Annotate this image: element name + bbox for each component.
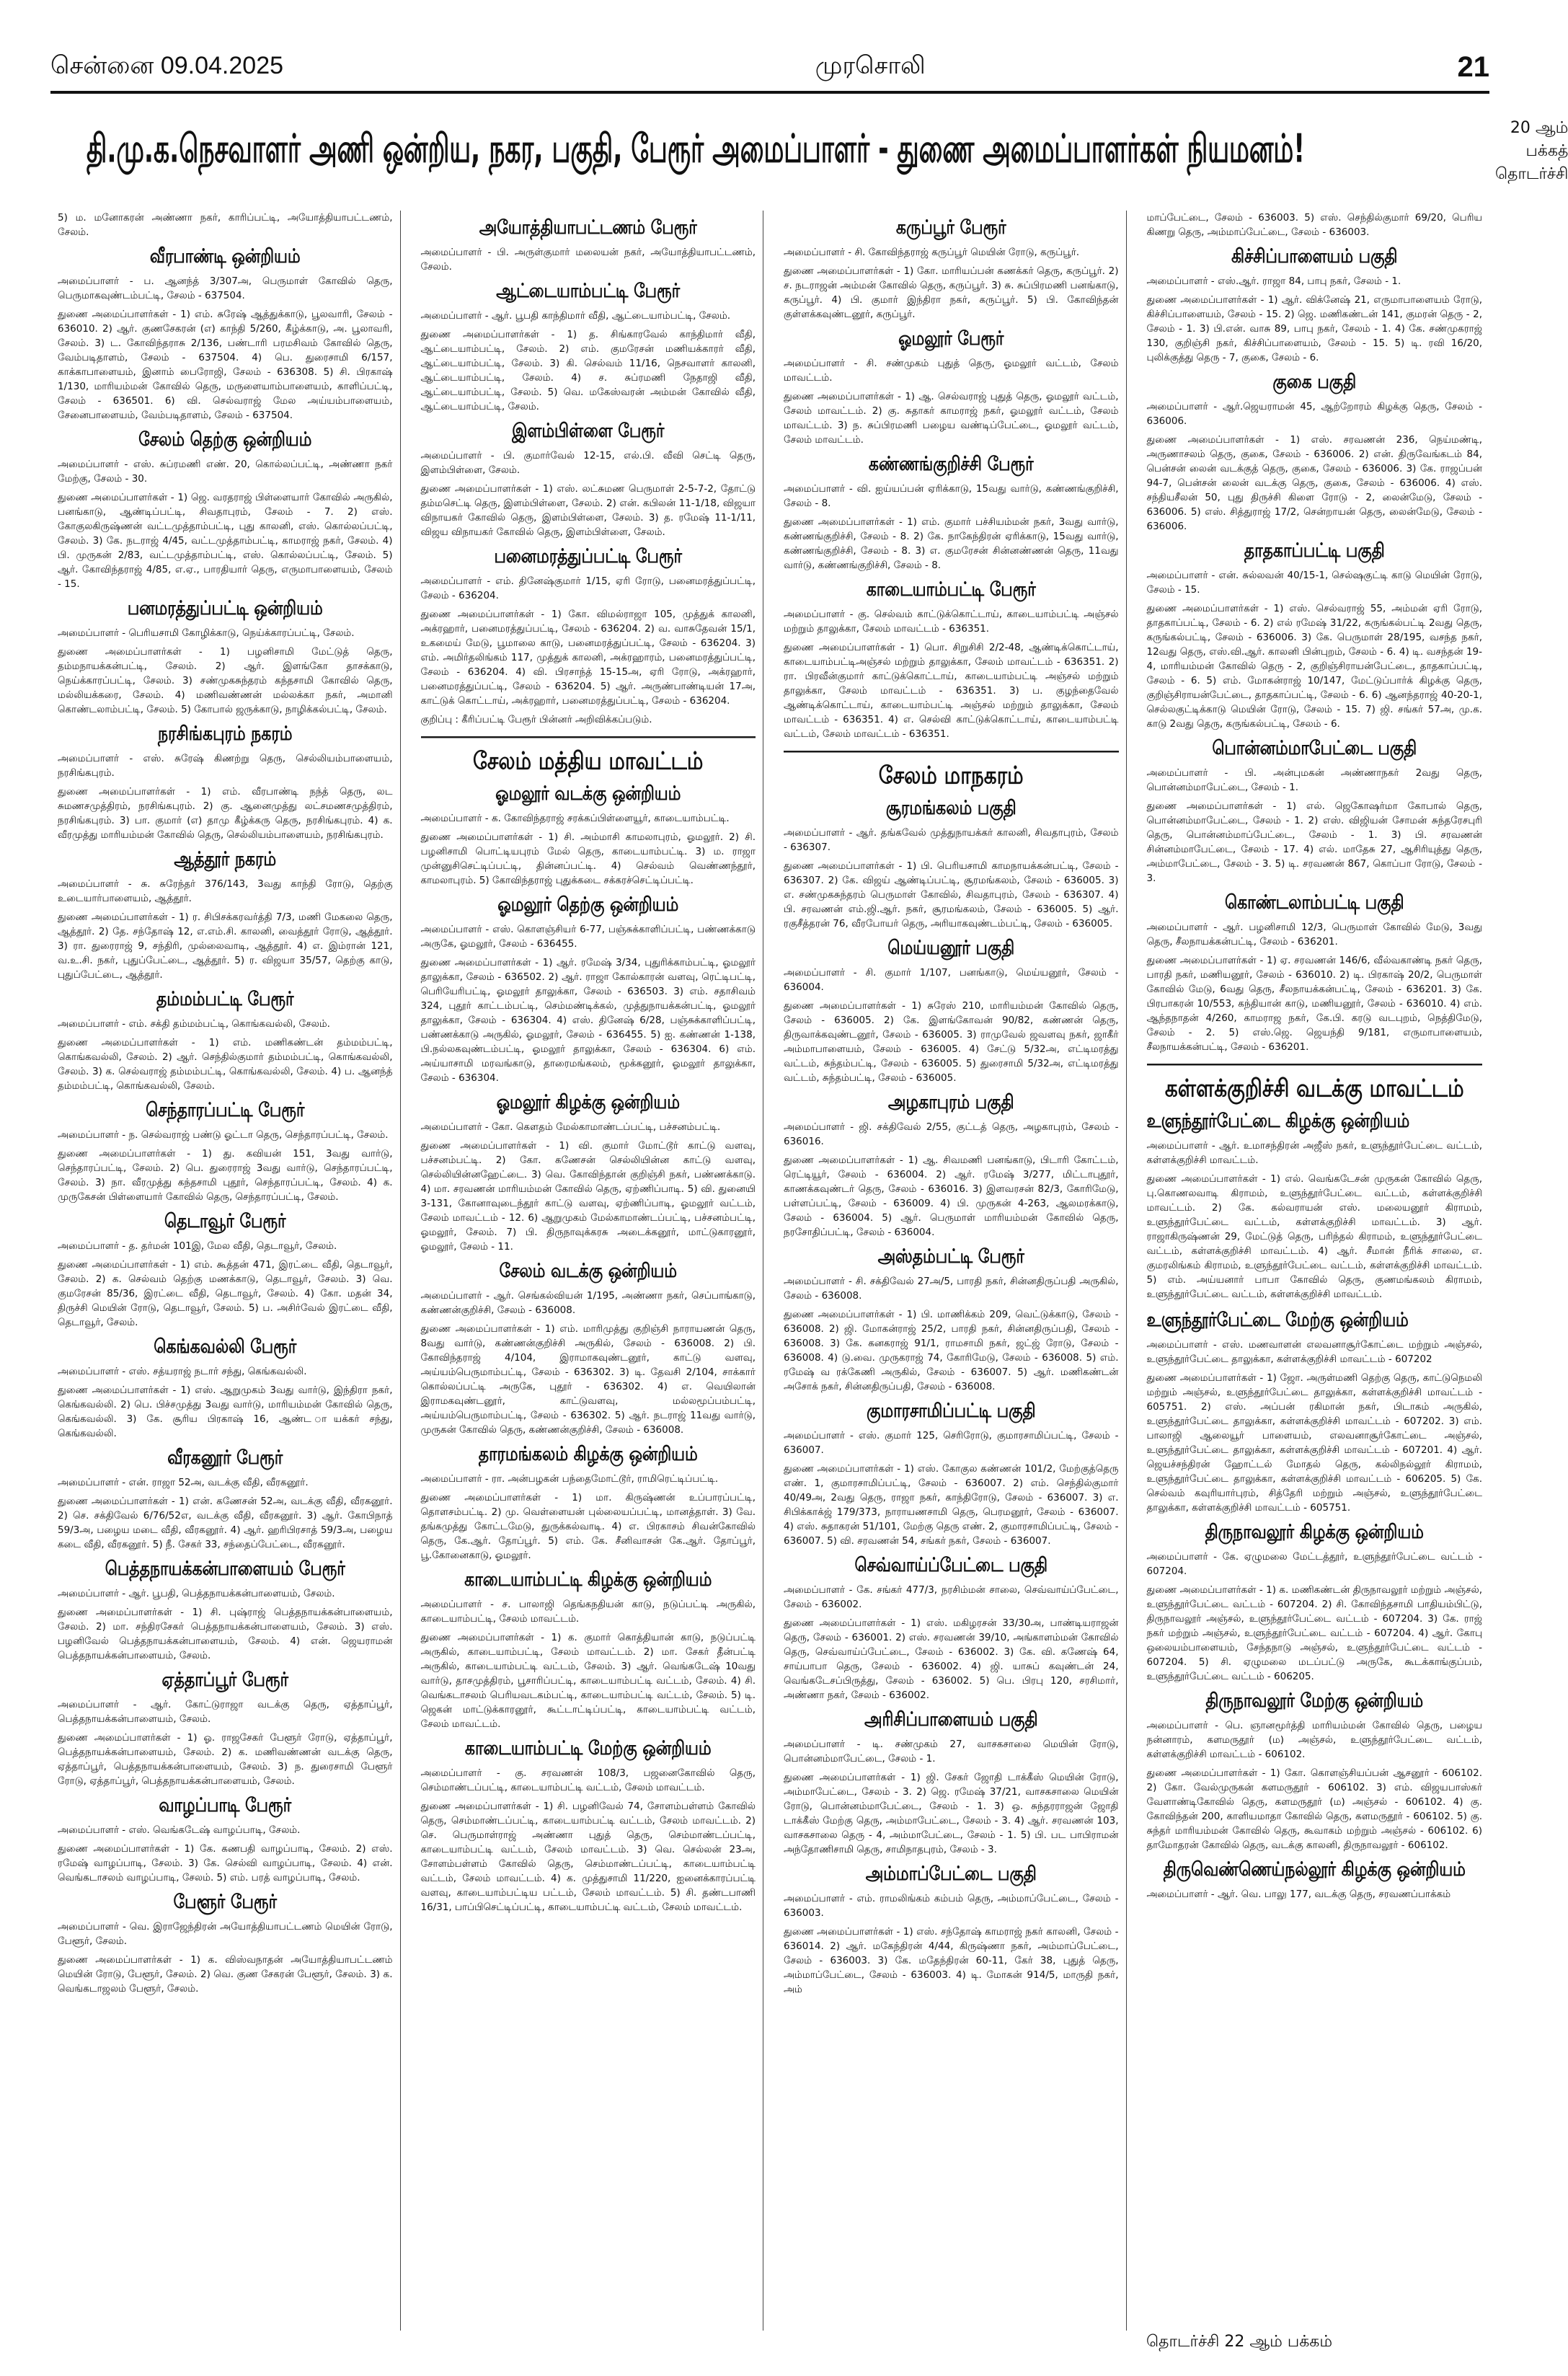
appointment-entry: அமைப்பாளர் - சி. சக்திவேல் 27அ/5, பாரதி நகர், சின்னதிருப்பதி அருகில், சேலம் - 636008. [784,1276,1119,1302]
section-heading: ஆட்டையாம்பட்டி பேரூர் [496,281,681,303]
column-1 [50,211,401,2331]
appointment-entry: அமைப்பாளர் - சி. கோவிந்தராஜ் கருப்பூர் மெயின் ரோடு, கருப்பூர். [784,247,1080,258]
appointment-entry: துணை அமைப்பாளர்கள் - 1) சுரேஸ் 210, மாரியம்மன் கோவில் தெரு, சேலம் - 636005. 2) கே. இளங்கோவன் 90/82, கண்ணன் தெரு, திருவாக்கவுண்டனூர், சேலம் - 636005. 3) ராமுவேல் ஜவளவு நகர், ஜாகீர் அம்மாபாளையம், சேலம் - 636005. 4) சேட்டு 5/32அ, எட்டிமரத்து வட்டம், சுந்தம்பட்டி, சேலம் - 636005. 5) துரைசாமி 5/32அ, எட்டிமரத்து வட்டம், சுந்தம்பட்டி, சேலம் - 636005. [784,1000,1119,1084]
appointment-entry: துணை அமைப்பாளர்கள் - 1) வி. குமார் மோட்டூர் காட்டு வளவு, பச்சனம்பட்டி. 2) கோ. கணேசன் செல்லியின்ன காட்டு வளவு, செல்லியின்னஹேட்டை. 3) வெ. கோவிந்தான் குறிஞ்சி நகர், பண்ணக்காடு. 4) மா. சரவணன் மாரியம்மன் கோவில் தெரு, ஏற்ணிப்பாடி. 5) வி. துனையி 3-131, கோனாவுடைந்தூர் காட்டு வளவு, ஏற்ணிப்பாடி, ஓமலூர் வட்டம், சேலம் மாவட்டம் - 12. 6) ஆறுமுகம் மேல்காமாண்டப்பட்டி, பச்சனம்பட்டி, ஓமலூர், சேலம். 7) பி. திருநாவுக்கரசு அடைக்கனூர், மாட்டுகாரனூர், ஓமலூர், சேலம் - 11. [420,1140,756,1253]
appointment-entry: துணை அமைப்பாளர்கள் - 1) எல். வெங்கடேசன் முருகன் கோவில் தெரு, பு.கொணலவாடி கிராமம், உளுந்தூர்பேட்டை வட்டம், கள்ளக்குறிச்சி மாவட்டம். 2) கே. கல்வராயன் எஸ். மலையனூர் கிராமம், உளுந்தூர்பேட்டை வட்டம், கள்ளக்குறிச்சி மாவட்டம். 3) ஆர். ராஜாகிருஷ்ணன் 29, மேட்டுத் தெரு, பரிந்தல் கிராமம், உளுந்தூர்பேட்டை வட்டம், கள்ளக்குறிச்சி மாவட்டம். 4) ஆர். சீமான் நீரிக் சாலை, எ. குமரலிங்கம் கிராமம், உளுந்தூர்பேட்டை வட்டம், கள்ளக்குறிச்சி மாவட்டம். 5) எம். அய்யனார் பாபா கோவில் தெரு, குணமங்கலம் கிராமம், உளுந்தூர்பேட்டை வட்டம், கள்ளக்குறிச்சி மாவட்டம். [1146,1173,1482,1300]
appointment-entry: துணை அமைப்பாளர்கள் - 1) க. குமார் கொத்தியான் காடு, நடுப்பட்டி அருகில், காடையாம்பட்டி, சேலம் மாவட்டம். 2) மா. சேகர் தீன்பட்டி அருகில், காடையாம்பட்டி வட்டம், சேலம். 3) ஆர். வெங்கடேஷ் 10வது வார்டு, தாசமுத்திரம், பூசாரிப்பட்டி, காடையாம்பட்டி வட்டம், சேலம். 4) சி. வெங்கடாசலம் பெரியவடகம்பட்டி, காடையாம்பட்டி வட்டம், சேலம். 5) டி. ஜெகன் மாட்டுக்காரனூர், கூட்டாட்டிப்பட்டி, காடையாம்பட்டி வட்டம், சேலம் மாவட்டம். [420,1632,756,1730]
appointment-entry: துணை அமைப்பாளர்கள் - 1) சி. அம்மாசி காமலாபுரம், ஓமலூர். 2) சி. பழனிசாமி பொட்டியபுரம் மேல் தெரு, காடையாம்பட்டி. 3) ம. ராஜா முன்னுசிசெட்டிப்பட்டி, தின்னப்பட்டி. 4) செல்வம் வெண்ணந்தூர், காமலாபுரம். 5) கோவிந்தராஜ் புதுக்கடை சக்கரச்செட்டிப்பட்டி. [420,831,756,886]
appointment-entry: துணை அமைப்பாளர்கள் - 1) ஜோ. அருள்மணி தெற்கு தெரு, காட்டுநெமலி மற்றும் அஞ்சல், உளுந்தூர்பேட்டை தாலுக்கா, கள்ளக்குறிச்சி மாவட்டம் - 605751. 2) எஸ். அப்பன் ரகிமான் நகர், பிடாகம் அருகில், உளுந்தூர்பேட்டை தாலுக்கா, கள்ளக்குறிச்சி மாவட்டம் - 607202. 3) எம். பாலாஜி ஆலையூர் பாளையம், எலவனாசூர்கோட்டை அஞ்சல், உளுந்தூர்பேட்டை தாலுக்கா, கள்ளக்குறிச்சி மாவட்டம் - 607201. 4) ஆர். ஜெயச்சந்திரன் ஹோட்டல் மோதல் தெரு, கல்லிநல்லூர் கிராமம், உளுந்தூர்பேட்டை தாலுக்கா, கள்ளக்குறிச்சி மாவட்டம் - 606205. 5) கே. செல்வம் கவுரியார்புரம், சித்தேரி மற்றும் அஞ்சல், உளுந்தூர்பேட்டை தாலுக்கா, கள்ளக்குறிச்சி மாவட்டம் - 605751. [1146,1372,1482,1514]
section-heading: பனைமரத்துப்பட்டி பேரூர் [494,546,683,568]
section-heading: திருநாவலூர் கிழக்கு ஒன்றியம் [1205,1522,1424,1544]
appointment-entry: துணை அமைப்பாளர்கள் - 1) எஸ். ஆறுமுகம் 3வது வார்டு, இந்திரா நகர், கெங்கவல்லி. 2) பெ. பிச்சமுத்து 3வது வார்டு, மாரியம்மன் கோவில் தெரு, கெங்கவல்லி. 3) கே. சூரிய பிரகாஷ் 16, ஆண்ட ாயக்கர் சந்து, கெங்கவல்லி. [58,1384,393,1439]
section-heading: நரசிங்கபுரம் நகரம் [158,723,293,746]
appointment-entry: அமைப்பாளர் - எஸ். சுப்ரமணி எண். 20, கொல்லப்பட்டி, அண்ணா நகர் மேற்கு, சேலம் - 30. [58,459,393,485]
appointment-entry: துணை அமைப்பாளர்கள் - 1) எஸ். கோகுல கண்ணன் 101/2, மேற்குத்தெரு எண். 1, குமாரசாமிப்பட்டி, சேலம் - 636007. 2) எம். செந்தில்குமார் 40/49அ, 2வது தெரு, ராஜா நகர், காந்திரோடு, சேலம் - 636007. 3) எ. சிபிக்காக்ஜ் 179/373, நாராயணசாமி தெரு, பெரமனூர், சேலம் - 636007. 4) எஸ். சுதாகரன் 51/101, மேற்கு தெரு எண். 2, குமாரசாமிப்பட்டி, சேலம் - 636007. 5) வி. சரவணன் 54, சங்கர் நகர், சேலம் - 636007. [784,1463,1119,1547]
section-heading: கொண்டலாம்பட்டி பகுதி [1224,892,1404,914]
appointment-entry: அமைப்பாளர் - ச. பாலாஜி தெங்கநதியன் காடு, நடுப்பட்டி அருகில், காடையாம்பட்டி, சேலம் மாவட்டம். [420,1599,756,1625]
appointment-entry: அமைப்பாளர் - டி. சண்முகம் 27, வாசகசாலை மெயின் ரோடு, பொன்னம்மாபேட்டை, சேலம் - 1. [784,1739,1119,1765]
section-heading: பெத்தநாயக்கன்பாளையம் பேரூர் [105,1558,345,1581]
section-heading: செந்தாரப்பட்டி பேரூர் [146,1100,305,1122]
section-heading: செவ்வாய்ப்பேட்டை பகுதி [854,1555,1047,1577]
appointment-entry: அமைப்பாளர் - பெரியசாமி கோழிக்காடு, நெய்க்காரப்பட்டி, சேலம். [58,627,355,639]
appointment-entry: துணை அமைப்பாளர்கள் - 1) கோ. மாரியப்பன் கணக்கர் தெரு, கருப்பூர். 2) ச. நடராஜன் அம்மன் கோவில் தெரு, கருப்பூர். 3) சு. சுப்பிரமணி பனங்காடு, கருப்பூர். 4) பி. குமார் இந்திரா நகர், கருப்பூர். 5) பி. கோவிந்தன் குள்ளக்கவுண்டனூர், கருப்பூர். [784,265,1119,320]
district-heading: சேலம் மாநகரம் [784,751,1119,793]
headline-row [87,108,1568,195]
section-heading: கெங்கவல்லி பேரூர் [154,1336,297,1359]
appointment-entry: அமைப்பாளர் - எஸ். வெங்கடேஷ் வாழப்பாடி, சேலம். [58,1824,301,1836]
section-heading: அயோத்தியாபட்டணம் பேரூர் [479,217,697,239]
section-heading: தம்மம்பட்டி பேரூர் [156,989,294,1011]
appointment-entry: துணை அமைப்பாளர்கள் - 1) எம். மாரிமுத்து குறிஞ்சி நாராயணன் தெரு, 8வது வார்டு, கண்ணன்குறிச்சி அருகில், சேலம் - 636008. 2) பி. கோவிந்தராஜ் 4/104, இராமாகவுண்டனூர், காட்டு வளவு, அய்யம்பெருமாம்பட்டி, சேலம் - 636302. 3) டி. தேவசி 2/104, சாக்கார் கொல்லப்பட்டி அருகே, புதூர் - 636302. 4) எ. வெயிலான் இராமகவுண்டனூர், காட்டுவளவு, மல்லமூப்பம்பட்டி, அய்யம்பெருமாம்பட்டி, சேலம் - 636302. 5) ஆர். நடராஜ் 11வது வார்டு, முருகன் கோவில் தெரு, கண்ணன்குறிச்சி, சேலம் - 636008. [420,1323,756,1436]
section-heading: குகை பகுதி [1272,371,1357,394]
appointment-entry: துணை அமைப்பாளர்கள் - 1) க. விஸ்வநாதன் அயோத்தியாபட்டணம் மெயின் ரோடு, பேளூர், சேலம். 2) வெ. குண சேகரன் பேளூர், சேலம். 3) க. வெங்கடாஜலம் பேளூர், சேலம். [58,1954,393,1995]
appointment-entry: துணை அமைப்பாளர்கள் - 1) க. மணிகண்டன் திருநாவலூர் மற்றும் அஞ்சல், உளுந்தூர்பேட்டை வட்டம் - 607204. 2) சி. கோவிந்தசாமி பாதியம்பிட்டு, திருநாவலூர் அஞ்சல், உளுந்தூர்பேட்டை வட்டம் - 607204. 3) கே. ராஜ் நகர் மற்றும் அஞ்சல், உளுந்தூர்பேட்டை வட்டம் - 607204. 4) ஆர். கோபு ஒலையம்பாளையம், சேந்தநாடு அஞ்சல், உளுந்தூர்பேட்டை வட்டம் - 607204. 5) சி. ஏழுமலை மடப்பட்டு அருகே, கூடக்காங்குப்பம், உளுந்தூர்பேட்டை வட்டம் - 606205. [1146,1584,1482,1682]
continued-to-note: தொடர்ச்சி 22 ஆம் பக்கம் [1146,2333,1333,2351]
appointment-entry: அமைப்பாளர் - ஆர். பழனிசாமி 12/3, பெருமாள் கோவில் மேடு, 3வது தெரு, சீலநாயக்கன்பட்டி, சேலம் - 636201. [1146,922,1482,948]
appointment-entry: அமைப்பாளர் - ஆர். கோட்டுராஜா வடக்கு தெரு, ஏத்தாப்பூர், பெத்தநாயக்கன்பாளையம், சேலம். [58,1699,393,1725]
section-heading: சேலம் தெற்கு ஒன்றியம் [138,429,312,451]
column-2 [414,211,764,2331]
appointment-entry: அமைப்பாளர் - எஸ். சத்யராஜ் நடார் சந்து, கெங்கவல்லி. [58,1366,307,1377]
section-heading: ஓமலூர் பேரூர் [898,328,1004,350]
appointment-entry: துணை அமைப்பாளர்கள் - 1) து. கவியன் 151, 3வது வார்டு, செந்தாரப்பட்டி, சேலம். 2) பெ. துரைராஜ் 3வது வார்டு, செந்தாரப்பட்டி, சேலம். 3) நா. வீரமுத்து கந்தசாமி புதூர், செந்தாரப்பட்டி, சேலம். 4) க. முருகேசன் பிள்ளையார் கோவில் தெரு, செந்தாரப்பட்டி, சேலம். [58,1148,393,1203]
appointment-entry: துணை அமைப்பாளர்கள் - 1) எஸ். சரவணன் 236, நெய்மண்டி, அருணாசலம் தெரு, குகை, சேலம் - 636006. 2) என். திருவேங்கடம் 84, பென்சன் லைன் வடக்குத் தெரு, குகை, சேலம் - 636006. 3) கே. ராஜப்பன் 94-7, பென்சன் லைன் வடக்கு தெரு, குகை, சேலம் - 636006. 4) எஸ். சந்தியசீலன் 50, புது திருச்சி கிளை ரோடு - 2, லைன்மேடு, சேலம் - 636006. 5) எஸ். சித்துராஜ் 17/2, சென்றாயன் தெரு, லைன்மேடு, சேலம் - 636006. [1146,434,1482,532]
appointment-entry: துணை அமைப்பாளர்கள் - 1) ர. சிபிசக்கரவர்த்தி 7/3, மணி மேகலை தெரு, ஆத்தூர். 2) தே. சந்தோஷ் 12, எ.எம்.சி. காலனி, வைத்தூர் ரோடு, ஆத்தூர். 3) ரா. துரைராஜ் 9, சந்திரி, முல்லைவாடி, ஆத்தூர். 4) எ. இம்ரான் 121, வ.உ.சி. நகர், புதுப்பேட்டை, ஆத்தூர். 5) ர. விஜயா 35/57, தெற்கு காடு, புதுப்பேட்டை, ஆத்தூர். [58,911,393,981]
appointment-entry: துணை அமைப்பாளர்கள் - 1) ஆ. சிவமணி பனங்காடு, பிடாரி கோட்டம், ரெட்டியூர், சேலம் - 636004. 2) ஆர். ரமேஷ் 3/277, மிட்டாபுதூர், காணக்கவுண்டர் தெரு, சேலம் - 636016. 3) இளவரசன் 82/3, கோரிமேடு, பள்ளப்பட்டி, சேலம் - 636009. 4) பி. முருகன் 4-263, ஆலமரக்காடு, சேலம் - 636004. 5) ஆர். பெருமாள் மாரியம்மன் கோவில் தெரு, நரசோதிப்பட்டி, சேலம் - 636004. [784,1154,1119,1238]
appointment-entry: துணை அமைப்பாளர்கள் - 1) கோ. விமல்ராஜா 105, முத்துக் காலனி, அக்ரஹார், பனைமரத்துப்பட்டி, சேலம் - 636204. 2) வ. வாசுதேவன் 15/1, உகமைய் மேடு, பூமாலை காடு, பனைமரத்துப்பட்டி, சேலம் - 636204. 3) எம். அமிர்தலிங்கம் 117, முத்துக் காலனி, அக்ரஹாரம், பனைமரத்துப்பட்டி, சேலம் - 636204. 4) வி. பிரசாந்த் 15-15அ, ஏரி ரோடு, அக்ரஹார், பனைமரத்துப்பட்டி, சேலம் - 636204. 5) ஆர். அருண்பாண்டியன் 17அ, காட்டுக் கொட்டாய், அக்ரஹார், பனைமரத்துப்பட்டி, சேலம் - 636204. [420,609,756,707]
section-heading: ஓமலூர் வடக்கு ஒன்றியம் [495,783,681,805]
section-heading: அரிசிப்பாளையம் பகுதி [864,1709,1038,1731]
appointment-entry: துணை அமைப்பாளர்கள் - 1) எம். மணிகண்டன் தம்மம்பட்டி, கொங்கவல்லி, சேலம். 2) ஆர். செந்தில்குமார் தம்மம்பட்டி, கொங்கவல்லி, சேலம். 3) க. செல்வராஜ் தம்மம்பட்டி, கொங்கவல்லி, சேலம். 4) ப. ஆனந்த் தம்மம்பட்டி, கொங்கவல்லி, சேலம். [58,1037,393,1092]
appointment-entry: அமைப்பாளர் - என். ராஜா 52அ, வடக்கு வீதி, வீரகனூர். [58,1477,309,1488]
section-heading: ஆத்தூர் நகரம் [174,849,277,871]
section-heading: சேலம் வடக்கு ஒன்றியம் [499,1260,677,1283]
appointment-entry: அமைப்பாளர் - கே. சங்கர் 477/3, நரசிம்மன் சாலை, செவ்வாய்ப்பேட்டை, சேலம் - 636002. [784,1584,1119,1610]
issue-date: சென்னை 09.04.2025 [50,51,284,79]
appointment-entry: குறிப்பு : கீரிப்பட்டி பேரூர் பின்னர் அறிவிக்கப்படும். [420,714,652,725]
appointment-entry: அமைப்பாளர் - ப. ஆனந்த் 3/307அ, பெருமாள் கோவில் தெரு, பெருமாகவுண்டம்பட்டி, சேலம் - 637504. [58,275,393,301]
appointment-entry: அமைப்பாளர் - ஆர். பூபதி, பெத்தநாயக்கன்பாளையம், சேலம். [58,1588,335,1599]
appointment-entry: துணை அமைப்பாளர்கள் - 1) என். கணேசன் 52அ, வடக்கு வீதி, வீரகனூர். 2) செ. சக்திவேல் 6/76/52எ, வடக்கு வீதி, வீரகனூர். 3) ஆர். கோபிநாத் 59/3அ, பழைய மடை வீதி, வீரகனூர். 4) ஆர். ஹரிபிரசாத் 59/3அ, பழைய கடை வீதி, வீரகனூர். 5) நீ. சேகர் 33, சந்தைப்பேட்டை, வீரகனூர். [58,1496,393,1550]
appointment-entry: துணை அமைப்பாளர்கள் - 1) சி. பழனிவேல் 74, சோளம்பள்ளம் கோவில் தெரு, செம்மாண்டப்பட்டி, காடையாம்பட்டி வட்டம், சேலம் மாவட்டம். 2) செ. பெருமாள்ராஜ் அண்ணா புதுத் தெரு, செம்மாண்டப்பட்டி, காடையாம்பட்டி வட்டம், சேலம் மாவட்டம். 3) வெ. செல்லன் 23அ, சோளம்பள்ளம் கோவில் தெரு, செம்மாண்டப்பட்டி, காடையாம்பட்டி வட்டம், சேலம் மாவட்டம். 4) க. முத்துசாமி 11/220, ஐனைக்காரப்பட்டி வளவு, காடையாம்பட்டிய பட்டம், சேலம் மாவட்டம். 5) சி. தண்டபாணி 16/31, பாப்பிசெட்டிப்பட்டி, காடையாம்பட்டி வட்டம், சேலம் மாவட்டம். [420,1801,756,1913]
appointment-entry: அமைப்பாளர் - சி. சண்முகம் புதுத் தெரு, ஓமலூர் வட்டம், சேலம் மாவட்டம். [784,358,1119,384]
appointment-entry: துணை அமைப்பாளர்கள் - 1) எஸ். லட்சுமண பெருமாள் 2-5-7-2, தோட்டு தம்மசெட்டி தெரு, இளம்பிள்ளை, சேலம். 2) என். கபிலன் 11-1/18, விஜயா விநாயகர் கோவில் தெரு, இளம்பிள்ளை, சேலம். 3) த. ரமேஷ் 11-1/11, விஜய விநாயகர் கோவில் தெரு, இளம்பிள்ளை, சேலம். [420,483,756,538]
appointment-entry: அமைப்பாளர் - ஆர். பூபதி காந்திமார் வீதி, ஆட்டையாம்பட்டி, சேலம். [420,310,731,322]
continued-from-line-2: தொடர்ச்சி [1494,165,1568,183]
section-heading: அழகாபுரம் பகுதி [887,1092,1014,1114]
section-heading: காடையாம்பட்டி மேற்கு ஒன்றியம் [464,1738,712,1760]
appointment-entry: அமைப்பாளர் - கே. ஏழுமலை மேட்டத்தூர், உளுந்தூர்பேட்டை வட்டம் - 607204. [1146,1551,1482,1577]
appointment-entry: துணை அமைப்பாளர்கள் - 1) ஆர். ரமேஷ் 3/34, புதுரிக்காம்பட்டி, ஓமலூர் தாலுக்கா, சேலம் - 636502. 2) ஆர். ராஜா கோல்காரன் வளவு, ரெட்டிபட்டி, பெரியேரிபட்டி, ஓமலூர் தாலுக்கா, சேலம் - 636503. 3) எம். சதாசிவம் 324, புதூர் காட்டம்பட்டி, செம்மண்டிக்கல், முத்துநாயக்கன்பட்டி, ஓமலூர் தாலுக்கா, சேலம் - 636304. 4) எஸ். தினேஷ் 6/28, பஞ்சுக்காளிப்பட்டி, பண்ணக்காடு அருகில், ஓமலூர், சேலம் - 636455. 5) ஐ. கண்ணன் 1-138, பி.நல்லகவுண்டம்பட்டி, ஓமலூர் தாலுக்கா, சேலம் - 636304. 6) எம். அய்யாசாமி மரவங்காடு, தாரைமங்கலம், மூக்கனூர், ஓமலூர் தாலுக்கா, சேலம் - 636304. [420,957,756,1084]
appointment-entry: அமைப்பாளர் - ரா. அன்பழகன் பந்தைமோட்டூர், ராமிரெட்டிப்பட்டி. [420,1473,719,1485]
section-heading: ஓமலூர் கிழக்கு ஒன்றியம் [496,1092,680,1114]
section-heading: அஸ்தம்பட்டி பேரூர் [877,1246,1024,1268]
appointment-entry: துணை அமைப்பாளர்கள் - 1) எம். கூத்தன் 471, இரட்டை வீதி, தெடாவூர், சேலம். 2) க. செல்வம் தெற்கு மணக்காடு, தெடாவூர், சேலம். 3) வெ. குமரேசன் 85/36, இரட்டை வீதி, தெடாவூர், சேலம். 4) கோ. மதன் 34, திருச்சி மெயின் ரோடு, தெடாவூர், சேலம். 5) ப. அசிர்வேல் இரட்டை வீதி, தெடாவூர், சேலம். [58,1259,393,1328]
appointment-entry: அமைப்பாளர் - எம். ராமலிங்கம் கம்பம் தெரு, அம்மாப்பேட்டை, சேலம் - 636003. [784,1893,1119,1919]
appointment-entry: அமைப்பாளர் - எஸ். கொளஞ்சியர் 6-77, பஞ்சுக்காளிப்பட்டி, பண்ணக்காடு அருகே, ஓமலூர், சேலம் - 636455. [420,924,756,950]
headline: தி.மு.க.நெசவாளர் அணி ஒன்றிய, நகர, பகுதி, பேரூர் அமைப்பாளர் - துணை அமைப்பாளர்கள் நியமனம்! [87,126,1305,172]
appointment-entry: துணை அமைப்பாளர்கள் - 1) ஜி. சேகர் ஜோதி டாக்கீஸ் மெயின் ரோடு, அம்மாபேட்டை, சேலம் - 3. 2) ஜெ. ரமேஷ் 37/21, வாசகசாலை மெயின் ரோடு, பொன்னம்மாபேட்டை, சேலம் - 1. 3) ஒ. சுந்தரராஜன் ஜோதி டாக்கீஸ் மேற்கு தெரு, அம்மாபேட்டை, சேலம் - 3. 4) ஆர். சரவணன் 103, வாசகசாலை தெரு - 4, அம்மாபேட்டை, சேலம் - 1. 5) பி. பட பாபிராமன் அந்தோணிசாமி தெரு, சாமிநாதபுரம், சேலம் - 3. [784,1772,1119,1855]
appointment-entry: அமைப்பாளர் - எஸ்.ஆர். ராஜா 84, பாபு நகர், சேலம் - 1. [1146,275,1401,287]
appointment-entry: துணை அமைப்பாளர்கள் - 1) பழனிசாமி மேட்டுத் தெரு, தம்மநாயக்கன்பட்டி, சேலம். 2) ஆர். இளங்கோ தாசக்காடு, நெய்க்காரப்பட்டி, சேலம். 3) சண்முகசுந்தரம் கந்தசாமி கோவில் தெரு, மல்லியக்கரை, சேலம். 4) மணிவண்ணன் மல்லக்கா நகர், அமானி கொண்டலாம்பட்டி, சேலம். 5) கோபால் ஜருக்காடு, நாழிக்கல்பட்டி, சேலம். [58,646,393,715]
appointment-entry: அமைப்பாளர் - என். சுல்லவன் 40/15-1, செல்ஷகுட்டி காடு மெயின் ரோடு, சேலம் - 15. [1146,570,1482,596]
appointment-entry: துணை அமைப்பாளர்கள் - 1) ஏ. சரவணன் 146/6, வீல்வகாண்டி நகர் தெரு, பாரதி நகர், மணியனூர், சேலம் - 636010. 2) டி. பிரகாஷ் 20/2, பெருமாள் கோவில் மேடு, 6வது தெரு, சீலநாயக்கன்பட்டி, சேலம் - 636201. 3) கே. பிரபாகரன் 10/553, கந்தியான் காடு, மணியனூர், சேலம் - 636010. 4) எம். ஆந்தநாதன் 4/260, காமராஜ நகர், கே.பி. கரடு வடபுறம், நெத்திமேடு, சேலம் - 2. 5) எஸ்.ஜெ. ஜெயந்தி 9/181, எருமாபாளையம், சீலநாயக்கன்பட்டி, சேலம் - 636201. [1146,955,1482,1053]
appointment-entry: அமைப்பாளர் - சு. சுரேந்தர் 376/143, 3வது காந்தி ரோடு, தெற்கு உடையார்பாளையம், ஆத்தூர். [58,878,393,904]
district-heading: கள்ளக்குறிச்சி வடக்கு மாவட்டம் [1147,1064,1483,1106]
appointment-entry: மாப்பேட்டை, சேலம் - 636003. 5) எஸ். செந்தில்குமார் 69/20, பெரிய கிணறு தெரு, அம்மாப்பேட்டை, சேலம் - 636003. [1146,212,1482,238]
masthead [50,43,1489,94]
section-heading: குமாரசாமிப்பட்டி பகுதி [866,1400,1036,1423]
appointment-entry: அமைப்பாளர் - பி. குமார்வேல் 12-15, எல்.பி. வீவி செட்டி தெரு, இளம்பிள்ளை, சேலம். [420,450,756,476]
appointment-entry: அமைப்பாளர் - ஜி. சக்திவேல் 2/55, குட்டத் தெரு, அழகாபுரம், சேலம் - 636016. [784,1121,1119,1147]
appointment-entry: துணை அமைப்பாளர்கள் - 1) கோ. கொளஞ்சியப்பன் ஆசனூர் - 606102. 2) கோ. வேல்முருகன் களமருதூர் - 606102. 3) எம். விஜயபாஸ்கர் வேளாண்டிகோவில் தெரு, களமருதூர் (ம) அஞ்சல் - 606102. 4) கு. கோவிந்தன் 200, காளியமாதா கோவில் தெரு, களமருதூர் - 606102. 5) கு. சுந்தர் மாரியம்மன் கோவில் தெரு, கூவாகம் மற்றும் அஞ்சல் - 606102. 6) தாமோதரன் கோவில் தெரு, வடக்கு காலனி, திருநாவலூர் - 606102. [1146,1767,1482,1851]
section-heading: தெடாவூர் பேரூர் [164,1211,286,1233]
district-heading: சேலம் மத்திய மாவட்டம் [421,736,756,779]
section-heading: பொன்னம்மாபேட்டை பகுதி [1212,738,1417,760]
section-heading: வீரபாண்டி ஒன்றியம் [149,246,301,268]
section-heading: அம்மாப்பேட்டை பகுதி [865,1863,1037,1886]
section-heading: வாழப்பாடி பேரூர் [159,1795,292,1817]
appointment-entry: துணை அமைப்பாளர்கள் - 1) ஓ. ராஜசேகர் பேளூர் ரோடு, ஏத்தாப்பூர், பெத்தநாயக்கன்பாளையம், சேலம். 2) க. மணிவண்ணன் வடக்கு தெரு, ஏத்தாப்பூர், பெத்தநாயக்கன்பாளையம், சேலம். 3) ந. துரைசாமி பேளூர் ரோடு, ஏத்தாப்பூர், பெத்தநாயக்கன்பாளையம், சேலம். [58,1732,393,1787]
appointment-entry: அமைப்பாளர் - ஆர். வெ. பாலு 177, வடக்கு தெரு, சரவணப்பாக்கம் [1146,1889,1451,1900]
appointment-entry: துணை அமைப்பாளர்கள் - 1) பி. மாணிக்கம் 209, வெட்டுக்காடு, சேலம் - 636008. 2) ஜி. மோகன்ராஜ் 25/2, பாரதி நகர், சின்னதிருப்பதி, சேலம் - 636008. 3) கே. கனகராஜ் 91/1, ராமசாமி நகர், ஜட்ஜ் ரோடு, சேலம் - 636008. 4) டு.வை. முருகராஜ் 74, கோரிமேடு, சேலம் - 636008. 5) எம். ரமேஷ் வ ரக்கேணி அருகில், சேலம் - 636007. 5) ஆர். மணிகண்டன் அசோக் நகர், சின்னதிருப்பதி, சேலம் - 636008. [784,1309,1119,1392]
section-heading: தாரமங்கலம் கிழக்கு ஒன்றியம் [478,1444,698,1466]
page-number: 21 [1457,50,1489,83]
section-heading: சூரமங்கலம் பகுதி [885,798,1016,820]
appointment-entry: துணை அமைப்பாளர்கள் - 1) கே. கணபதி வாழப்பாடி, சேலம். 2) எஸ். ரமேஷ் வாழப்பாடி, சேலம். 3) கே. செல்வி வாழப்பாடி, சேலம். 4) என். வெங்கடாசலம் வாழப்பாடி, சேலம். 5) எம். பரத் வாழப்பாடி, சேலம். [58,1843,393,1883]
section-heading: காடையாம்பட்டி பேரூர் [866,579,1036,601]
appointment-entry: துணை அமைப்பாளர்கள் - 1) த. சிங்காரவேல் காந்திமார் வீதி, ஆட்டையாம்பட்டி, சேலம். 2) எம். குமரேசன் மணியக்காரர் வீதி, ஆட்டையாம்பட்டி, சேலம். 3) கி. செல்வம் 11/16, நெசவாளர் காலனி, ஆட்டையாம்பட்டி, சேலம். 4) ச. சுப்ரமணி நேதாஜி வீதி, ஆட்டையாம்பட்டி, சேலம். 5) வெ. மகேஸ்வரன் அம்மன் கோவில் வீதி, ஆட்டையாம்பட்டி, சேலம். [420,329,756,412]
appointment-entry: துணை அமைப்பாளர்கள் - 1) ஜெ. வரதராஜ் பிள்ளையார் கோவில் அருகில், பனங்காடு, ஆண்டிப்பட்டி, சிவதாபுரம், சேலம் - 7. 2) எஸ். கோகுலகிருஷ்ணன் வட்டமுத்தாம்பட்டி, புது காலனி, எஸ். கொல்லப்பட்டி, சேலம். 3) கே. நடராஜ் 4/45, வட்டமுத்தாம்பட்டி, காமராஜ் நகர், சேலம். 4) பி. முருகன் 2/83, வட்டமுத்தாம்பட்டி, எஸ். கொல்லப்பட்டி, சேலம். 5) ஆர். கோவிந்தராஜ் 4/85, எ.ஏ., பாரதியார் தெரு, எருமாபாளையம், சேலம் - 15. [58,492,393,590]
appointment-entry: அமைப்பாளர் - ஆர். செங்கல்வியன் 1/195, அண்ணா நகர், செப்பாங்காடு, கண்ணன்குறிச்சி, சேலம் - 636008. [420,1290,756,1316]
appointment-entry: அமைப்பாளர் - கோ. கௌதம் மேல்காமாண்டப்பட்டி, பச்சனம்பட்டி. [420,1121,721,1133]
section-heading: கிச்சிப்பாளையம் பகுதி [1231,246,1398,268]
section-heading: கருப்பூர் பேரூர் [895,217,1006,239]
appointment-entry: துணை அமைப்பாளர்கள் - 1) பொ. சிறுசிசி 2/2-48, ஆண்டிக்கொட்டாய், காடையாம்பட்டிஅஞ்சல் மற்றும் தாலுக்கா, சேலம் மாவட்டம் - 636351. 2) ரா. பிரவீன்குமார் காட்டுக்கொட்டாய், காடையாம்பட்டி அஞ்சல் மற்றும் தாலுக்கா, சேலம் மாவட்டம் - 636351. 3) ப. குழந்தைவேல் ஆண்டிக்கொட்டாய், காடையாம்பட்டி அஞ்சல் மற்றும் தாலுக்கா, சேலம் மாவட்டம் - 636351. 4) எ. செல்வி காட்டுக்கொட்டாய், காடையாம்பட்டி வட்டம், சேலம் மாவட்டம் - 636351. [784,642,1119,740]
appointment-entry: அமைப்பாளர் - ஆர். தங்கவேல் முத்துநாயக்கர் காலனி, சிவதாபுரம், சேலம் - 636307. [784,827,1119,853]
appointment-entry: அமைப்பாளர் - எம். சக்தி தம்மம்பட்டி, கொங்கவல்லி, சேலம். [58,1018,330,1030]
appointment-entry: அமைப்பாளர் - எஸ். சுரேஷ் கிணற்று தெரு, செல்லியம்பாளையம், நரசிங்கபுரம். [58,753,393,779]
section-heading: ஏத்தாப்பூர் பேரூர் [161,1669,289,1692]
appointment-entry: அமைப்பாளர் - பெ. ஞானமூர்த்தி மாரியம்மன் கோவில் தெரு, பழைய நன்னாரம், களமருதூர் (ம) அஞ்சல், உளுந்தூர்பேட்டை வட்டம், கள்ளக்குறிச்சி மாவட்டம் - 606102. [1146,1720,1482,1760]
section-heading: திருவெண்ணெய்நல்லூர் கிழக்கு ஒன்றியம் [1163,1859,1466,1881]
article-columns [50,211,1489,2331]
appointment-entry: அமைப்பாளர் - எஸ். குமார் 125, செரிரோடு, குமாரசாமிப்பட்டி, சேலம் - 636007. [784,1430,1119,1456]
appointment-entry: அமைப்பாளர் - ந. செல்வராஜ் பண்டு ஓட்டா தெரு, செந்தாரப்பட்டி, சேலம். [58,1129,389,1141]
appointment-entry: துணை அமைப்பாளர்கள் - 1) எம். வீரபாண்டி நந்த் தெரு, லட சுமணசமுத்திரம், நரசிங்கபுரம். 2) கு. ஆனைமுத்து லட்சமணசமுத்திரம், நரசிங்கபுரம். 3) பா. குமார் (எ) தாமு கீழ்க்கரு தெரு, நரசிங்கபுரம். 4) க. வீரமுத்து மாரியம்மன் கோவில் தெரு, செல்லியம்பாளையம், நரசிங்கபுரம். [58,786,393,841]
section-heading: பனமரத்துப்பட்டி ஒன்றியம் [127,598,323,620]
appointment-entry: அமைப்பாளர் - ஆர்.ஜெயராமன் 45, ஆற்றோரம் கிழக்கு தெரு, சேலம் - 636006. [1146,401,1482,427]
appointment-entry: அமைப்பாளர் - பி. அருள்குமார் மலையன் நகர், அயோத்தியாபட்டணம், சேலம். [420,247,756,273]
section-heading: பேளூர் பேரூர் [173,1891,278,1914]
appointment-entry: 5) ம. மனோகரன் அண்ணா நகர், காரிப்பட்டி, அயோத்தியாபட்டணம், சேலம். [58,212,393,238]
section-heading: காடையாம்பட்டி கிழக்கு ஒன்றியம் [464,1569,712,1591]
appointment-entry: அமைப்பாளர் - சி. குமார் 1/107, பனங்காடு, மெய்யனூர், சேலம் - 636004. [784,967,1119,993]
appointment-entry: துணை அமைப்பாளர்கள் - 1) எஸ். மகிழரசன் 33/30அ, பாண்டியராஜன் தெரு, சேலம் - 636001. 2) எஸ். சரவணன் 39/10, அங்காளம்மன் கோவில் தெரு, செவ்வாய்ப்பேட்டை, சேலம் - 636002. 3) கே. வி. கணேஷ் 64, சாய்பாபா தெரு, சேலம் - 636002. 4) ஜி. யாசுப் கவுண்டன் 24, வெங்கடேசப்பிருத்து, சேலம் - 636002. 5) பெ. பிரபு 120, சரசிமார், அண்ணா நகர், சேலம் - 636002. [784,1617,1119,1701]
newspaper-name: முரசொலி [815,51,926,80]
section-heading: கண்ணங்குறிச்சி பேரூர் [868,454,1034,476]
appointment-entry: அமைப்பாளர் - த. தர்மன் 101இ, மேல வீதி, தெடாவூர், சேலம். [58,1240,337,1252]
appointment-entry: அமைப்பாளர் - பி. அன்புமகன் அண்ணாநகர் 2வது தெரு, பொன்னம்மாபேட்டை, சேலம் - 1. [1146,767,1482,793]
section-heading: உளுந்தூர்பேட்டை மேற்கு ஒன்றியம் [1146,1310,1409,1332]
appointment-entry: துணை அமைப்பாளர்கள் - 1) எம். குமார் பச்சியம்மன் நகர், 3வது வார்டு, கண்ணங்குறிச்சி, சேலம் - 8. 2) கே. நாகேந்திரன் ஏரிக்காடு, 15வது வார்டு, கண்ணங்குறிச்சி, சேலம் - 8. 3) எ. குமரேசன் சின்னண்ணன் தெரு, 11வது வார்டு, கண்ணங்குறிச்சி, சேலம் - 8. [784,516,1119,571]
appointment-entry: துணை அமைப்பாளர்கள் - 1) ஆ. செல்வராஜ் புதுத் தெரு, ஓமலூர் வட்டம், சேலம் மாவட்டம். 2) கு. சுதாகர் காமராஜ் நகர், ஓமலூர் வட்டம், சேலம் மாவட்டம். 3) ந. சுப்பிரமணி பழைய வண்டிப்பேட்டை, ஓமலூர் வட்டம், சேலம் மாவட்டம். [784,391,1119,446]
section-heading: தாதகாப்பட்டி பகுதி [1244,540,1385,562]
continued-from-line-1: 20 ஆம் பக்கத் [1510,119,1568,160]
appointment-entry: அமைப்பாளர் - கு. செல்வம் காட்டுக்கொட்டாய், காடையாம்பட்டி அஞ்சல் மற்றும் தாலுக்கா, சேலம் மாவட்டம் - 636351. [784,609,1119,635]
column-3 [776,211,1127,2331]
section-heading: உளுந்தூர்பேட்டை கிழக்கு ஒன்றியம் [1146,1110,1410,1133]
appointment-entry: துணை அமைப்பாளர்கள் - 1) மா. கிருஷ்ணன் உப்பாரப்பட்டி, தொளசம்பட்டி. 2) மு. வெள்ளையன் புல்லையப்பட்டி, மானத்தாள். 3) வே. தங்கமுத்து கோட்டமேடு, துருக்கல்வாடி. 4) எ. பிரகாசம் சிவன்கோவில் தெரு, கே.ஆர். தோப்பூர். 5) எம். கே. சீனிவாசன் கே.ஆர். தோப்பூர், பூ.கோனைகாடு, ஓமலூர். [420,1492,756,1561]
appointment-entry: துணை அமைப்பாளர்கள் - 1) எஸ். சந்தோஷ் காமராஜ் நகர் காலனி, சேலம் - 636014. 2) ஆர். மகேந்திரன் 4/44, கிருஷ்ணா நகர், அம்மாப்பேட்டை, சேலம் - 636003. 3) கே. மதேந்திரன் 60-11, கேர் 38, புதுத் தெரு, அம்மாப்பேட்டை, சேலம் - 636003. 4) டி. மோகன் 914/5, மாருதி நகர், அம் [784,1926,1119,1995]
section-heading: மெய்யனூர் பகுதி [887,937,1015,960]
appointment-entry: துணை அமைப்பாளர்கள் - 1) பி. பெரியசாமி காமநாயக்கன்பட்டி, சேலம் - 636307. 2) கே. விஜய் ஆண்டிப்பட்டி, சூரமங்கலம், சேலம் - 636005. 3) எ. சண்முகசுந்தரம் பெருமாள் கோவில், சிவதாபுரம், சேலம் - 636307. 4) பி. சரவணன் எம்.ஜி.ஆர். நகர், சூரமங்கலம், சேலம் - 636005. 5) ஆர். ரகுசீத்தரன் 76, வீரபோயர் தெரு, அரியாகவுண்டம்பட்டி, சேலம் - 636005. [784,860,1119,929]
appointment-entry: துணை அமைப்பாளர்கள் - 1) எம். சுரேஷ் ஆத்துக்காடு, பூலவாரி, சேலம் - 636010. 2) ஆர். குணசேகரன் (எ) காந்தி 5/260, கீழ்க்காடு, அ. பூலாவரி, சேலம். 3) ட. கோவிந்தராசு 2/136, பண்டாரி பரமசிவம் கோவில் தெரு, வேம்படிதாளம், சேலம் - 637504. 4) பெ. துரைசாமி 6/157, காக்காபாளையம், இனாம் பைரோஜி, சேலம் - 636308. 5) சி. பிரகாஷ் 1/130, மாரியம்மன் கோவில் தெரு, மருளையாம்பாளையம், காளிப்பட்டி, சேலம் - 636501. 6) வி. செல்வராஜ் மேல அய்யம்பாளையம், சேனைபாளையம், வேம்படிதாளம், சேலம் - 637504. [58,309,393,421]
appointment-entry: அமைப்பாளர் - வெ. இராஜேந்திரன் அயோத்தியாபட்டணம் மெயின் ரோடு, பேளூர், சேலம். [58,1921,393,1947]
continued-from-note [1495,117,1568,186]
appointment-entry: அமைப்பாளர் - க. கோவிந்தராஜ் சரக்கப்பிள்ளையூர், காடையாம்பட்டி. [420,813,730,824]
section-heading: இளம்பிள்ளை பேரூர் [512,420,665,443]
appointment-entry: அமைப்பாளர் - எஸ். மணவாளன் எலவனாசூர்கோட்டை மற்றும் அஞ்சல், உளுந்தூர்பேட்டை தாலுக்கா, கள்ளக்குறிச்சி மாவட்டம் - 607202 [1146,1339,1482,1365]
appointment-entry: அமைப்பாளர் - கு. சரவணன் 108/3, பஜனைகோவில் தெரு, செம்மாண்டப்பட்டி, காடையாம்பட்டி வட்டம், சேலம் மாவட்டம். [420,1767,756,1793]
section-heading: திருநாவலூர் மேற்கு ஒன்றியம் [1205,1690,1424,1713]
appointment-entry: துணை அமைப்பாளர்கள் - 1) எல். ஜெகோஷர்மா கோபால் தெரு, பொன்னம்மாபேட்டை, சேலம் - 1. 2) எஸ். விஜியன் சோமன் சுந்தரேசபுரி தெரு, பொன்னம்மாப்பேட்டை, சேலம் - 1. 3) பி. சரவணன் சின்னம்மாபேட்டை, சேலம் - 17. 4) எல். மாதேசு 27, ஆசிரியுத்து தெரு, அம்மாபேட்டை, சேலம் - 3. 5) டி. சரவணன் 867, கொப்பா ரோடு, சேலம் - 3. [1146,800,1482,884]
appointment-entry: துணை அமைப்பாளர்கள் - 1) எஸ். செல்வராஜ் 55, அம்மன் ஏரி ரோடு, தாதகாப்பட்டி, சேலம் - 6. 2) எல் ரமேஷ் 31/22, கருங்கல்பட்டி 2வது தெரு, கருங்கல்பட்டி, சேலம் - 636006. 3) கே. பெருமாள் 28/195, வசந்த நகர், 12வது தெரு, எஸ்.வி.ஆர். காலனி பின்புறம், சேலம் - 6. 4) டி. வசந்தன் 19-4, மாரியம்மன் கோவில் தெரு - 2, குறிஞ்சிராயன்பேட்டை, தாதகாப்பட்டி, சேலம் - 6. 5) எம். மோகன்ராஜ் 10/147, மேட்டுப்பார்க் கிழக்கு தெரு, குறிஞ்சிராயன்பேட்டை, தாதகாப்பட்டி, சேலம் - 6. 6) ஆனந்தராஜ் 40-20-1, செல்லகுட்டிக்காடு மெயின் ரோடு, சேலம் - 15. 7) ஜி. சங்கர் 57அ, மு.க. காடு 2வது தெரு, கருங்கல்பட்டி, சேலம் - 6. [1146,603,1482,730]
section-heading: வீரகனூர் பேரூர் [167,1447,283,1470]
appointment-entry: அமைப்பாளர் - எம். தினேஷ்குமார் 1/15, ஏரி ரோடு, பனைமரத்துப்பட்டி, சேலம் - 636204. [420,575,756,601]
column-4 [1140,211,1490,2331]
appointment-entry: துணை அமைப்பாளர்கள் - 1) சி. புஷ்ராஜ் பெத்தநாயக்கன்பாளையம், சேலம். 2) மா. சந்திரசேகர் பெத்தநாயக்கன்பாளையம், சேலம். 3) எஸ். பழனிவேல் பெத்தநாயக்கன்பாளையம், சேலம். 4) என். ஜெயராமன் பெத்தநாயக்கன்பாளையம், சேலம். [58,1607,393,1661]
appointment-entry: துணை அமைப்பாளர்கள் - 1) ஆர். விக்னேஷ் 21, எருமாபாளையம் ரோடு, கிச்சிப்பாளையம், சேலம் - 15. 2) ஜெ. மணிகண்டன் 141, குமரன் தெரு - 2, சேலம் - 1. 3) பி.என். வாசு 89, பாபு நகர், சேலம் - 1. 4) கே. சண்முகராஜ் 130, குறிஞ்சி நகர், கிச்சிப்பாளையம், சேலம் - 15. 5) டி. ரவி 16/20, புலிக்குத்து தெரு - 7, குகை, சேலம் - 6. [1146,294,1482,363]
section-heading: ஓமலூர் தெற்கு ஒன்றியம் [497,894,679,917]
appointment-entry: அமைப்பாளர் - வி. ஐய்யப்பன் ஏரிக்காடு, 15வது வார்டு, கண்ணங்குறிச்சி, சேலம் - 8. [784,483,1119,509]
appointment-entry: அமைப்பாளர் - ஆர். உமாசந்திரன் அஜீஸ் நகர், உளுந்தூர்பேட்டை வட்டம், கள்ளக்குறிச்சி மாவட்டம். [1146,1140,1482,1166]
